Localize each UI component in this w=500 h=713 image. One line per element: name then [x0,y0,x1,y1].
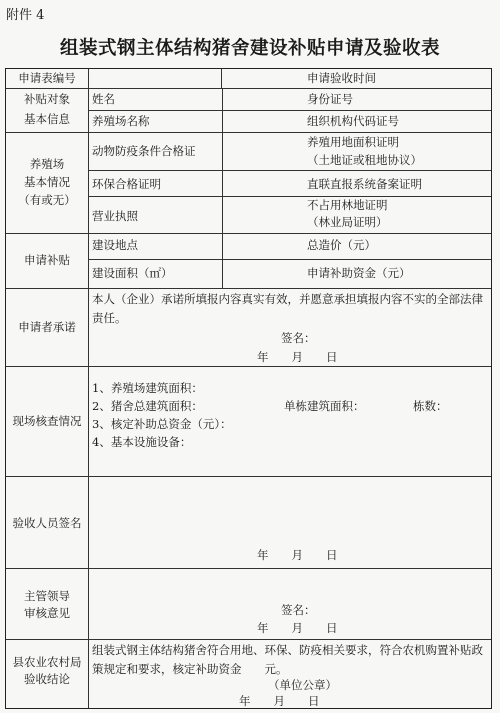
leader-date: 年 月 日 [257,621,338,635]
app-no-label: 申请表编号 [18,71,76,85]
business-license-label: 营业执照 [92,209,138,223]
form-title: 组装式钢主体结构猪舍建设补贴申请及验收表 [59,38,440,59]
site-check-label: 现场核查情况 [12,414,82,428]
row-line [6,288,491,289]
row-line [6,233,491,234]
county-date: 年 月 日 [239,694,320,708]
county-label: 验收结论 [24,672,70,686]
farm-status-label: （有或无） [18,193,76,207]
row-line [88,170,491,171]
mid-column-divider [222,88,223,288]
row-line [6,132,491,133]
commitment-label: 申请者承诺 [18,320,76,334]
subsidy-amount-label: 申请补助资金（元） [307,266,411,280]
row-line [6,639,491,640]
forest-cert-label: 不占用林地证明 [307,198,388,212]
commitment-text: 本人（企业）承诺所填报内容真实有效，并愿意承担填报内容不实的全部法律责任。 [92,292,483,325]
name-label: 姓名 [92,92,115,106]
row-line [6,366,491,367]
row-app-no-divider [221,69,222,88]
county-seal: （单位公章） [268,678,337,692]
farm-status-label: 养殖场 [29,157,65,171]
site-check-item-4: 4、基本设施设备： [92,435,192,449]
id-no-label: 身份证号 [307,92,353,106]
row-line [6,476,491,477]
single-building-area-label: 单栋建筑面积： [284,399,365,413]
commitment-date: 年 月 日 [257,350,338,364]
site-check-item-2: 2、猪舍总建筑面积： [92,399,203,413]
farm-name-label: 养殖场名称 [92,114,150,128]
subsidy-object-label: 基本信息 [24,112,70,126]
row-line [6,88,491,89]
row-line [88,110,491,111]
label-column-divider [88,69,89,708]
land-cert-label: 养殖用地面积证明 [307,135,399,149]
annex-number: 附件 4 [6,8,45,23]
total-cost-label: 总造价（元） [307,238,376,252]
org-code-label: 组织机构代码证号 [307,114,399,128]
subsidy-object-label: 补贴对象 [24,92,70,106]
env-cert-label: 环保合格证明 [92,177,161,191]
direct-report-label: 直联直报系统备案证明 [307,177,422,191]
row-line [6,568,491,569]
epidemic-cert-label: 动物防疫条件合格证 [92,144,196,158]
forest-cert-label: （林业局证明） [307,215,388,229]
application-form [5,68,492,709]
commitment-sign: 签名： [281,331,316,345]
row-line [88,259,491,260]
inspector-date: 年 月 日 [257,548,338,562]
location-label: 建设地点 [92,238,138,252]
county-conclusion-text: 组装式钢主体结构猪舍符合用地、环保、防疫相关要求，符合农机购置补贴政策规定和要求，核定补助资金 元。 [92,643,483,676]
site-check-item-1: 1、养殖场建筑面积： [92,381,203,395]
county-label: 县农业农村局 [12,655,82,669]
leader-sign: 签名： [281,603,316,617]
leader-label: 主管领导 [24,589,70,603]
inspector-label: 验收人员签名 [12,516,82,530]
area-label: 建设面积（㎡） [92,266,173,280]
apply-subsidy-label: 申请补贴 [24,253,70,267]
app-time-label: 申请验收时间 [307,71,376,85]
site-check-item-3: 3、核定补助总资金（元）： [92,417,232,431]
building-count-label: 栋数： [413,399,448,413]
row-line [88,196,491,197]
land-cert-label: （土地证或租地协议） [307,153,422,167]
leader-label: 审核意见 [24,606,70,620]
farm-status-label: 基本情况 [24,175,70,189]
